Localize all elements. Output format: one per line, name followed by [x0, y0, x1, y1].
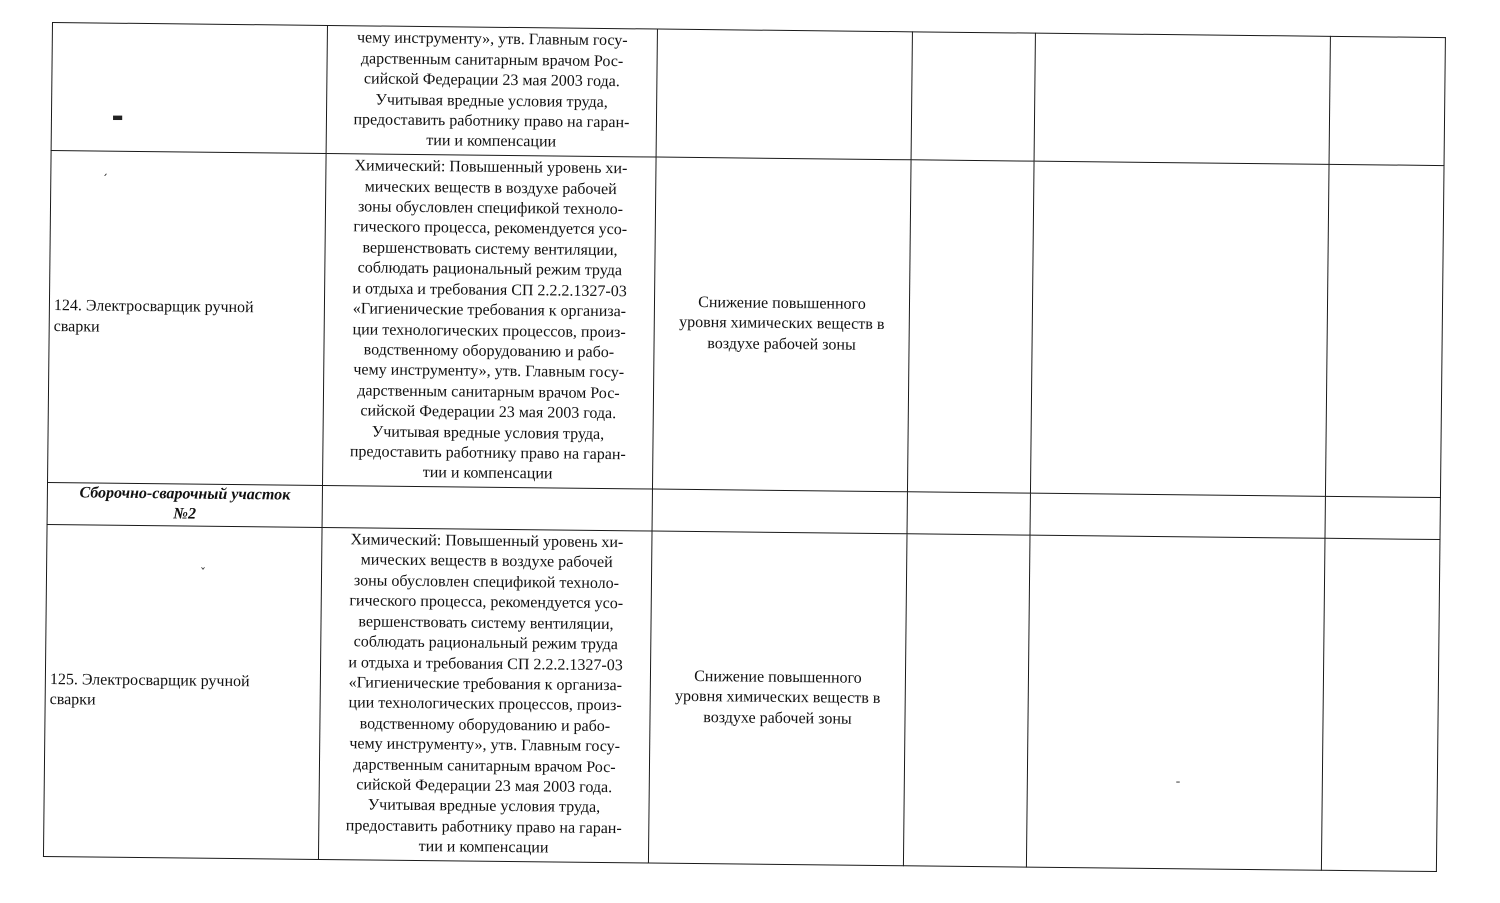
measure-line: Снижение повышенного	[698, 293, 866, 313]
factor-line: вершенствовать систему вентиляции,	[358, 613, 614, 633]
factor-line: Химический: Повышенный уровень хи-	[350, 531, 624, 552]
section-title-line: №2	[173, 505, 197, 523]
table-row	[48, 150, 1445, 497]
measure-cell	[648, 531, 907, 866]
factor-line: гического процесса, рекомендуется усо-	[349, 592, 624, 613]
factor-line: Химический: Повышенный уровень хи-	[354, 157, 628, 178]
empty-cell	[1026, 535, 1325, 870]
factor-line: чему инструменту», утв. Главным госу-	[349, 735, 621, 756]
empty-cell	[907, 160, 1034, 493]
empty-cell	[1329, 36, 1445, 165]
factor-line: дарственным санитарным врачом Рос-	[360, 50, 624, 70]
scan-speck: ˇ	[200, 566, 206, 580]
factor-line: водственному оборудованию и рабо-	[363, 341, 615, 362]
factor-line: ции технологических процессов, произ-	[348, 694, 622, 715]
factor-line: Учитывая вредные условия труда,	[371, 423, 605, 443]
profession-line: сварки	[49, 691, 96, 709]
empty-cell	[1030, 161, 1329, 496]
factor-line: и отдыха и требования СП 2.2.2.1327-03	[352, 279, 627, 300]
factor-line: соблюдать рациональный режим труда	[357, 259, 623, 280]
profession-line: 124. Электросварщик ручной	[53, 297, 254, 317]
factor-line: сийской Федерации 23 мая 2003 года.	[363, 70, 620, 91]
profession-line: 125. Электросварщик ручной	[49, 670, 250, 691]
measure-line: воздухе рабочей зоны	[707, 334, 856, 354]
empty-cell	[911, 32, 1035, 161]
factor-line: Учитывая вредные условия труда,	[367, 796, 601, 817]
factor-line: чему инструменту», утв. Главным госу-	[353, 361, 625, 382]
section-title-line: Сборочно-сварочный участок	[79, 484, 291, 504]
factor-line: сийской Федерации 23 мая 2003 года.	[360, 402, 617, 423]
measure-line: воздухе рабочей зоны	[703, 708, 852, 728]
profession-cell	[48, 150, 327, 485]
empty-cell	[1034, 33, 1330, 164]
section-title	[47, 482, 322, 527]
measure-line: уровня химических веществ в	[674, 687, 881, 708]
factor-line: мических веществ в воздухе рабочей	[364, 178, 617, 198]
factor-line: водственному оборудованию и рабо-	[359, 715, 611, 735]
scan-speck: ˉ	[1175, 780, 1181, 794]
profession-cell	[43, 524, 322, 859]
empty-cell	[907, 492, 1030, 535]
factor-line: «Гигиенические требования к организа-	[352, 300, 627, 321]
factor-line: «Гигиенические требования к организа-	[348, 674, 623, 695]
factor-line: вершенствовать систему вентиляции,	[362, 239, 618, 260]
factor-line: дарственным санитарным врачом Рос-	[357, 382, 620, 402]
factor-line: тии и компенсации	[422, 464, 553, 483]
table-row	[43, 524, 1440, 871]
scan-speck: ▬	[112, 110, 124, 124]
factor-line: предоставить работнику право на гаран-	[349, 443, 626, 464]
measure-cell	[652, 157, 911, 492]
factor-line: ции технологических процессов, произ-	[352, 320, 626, 341]
factor-cell	[326, 25, 657, 157]
factor-line: чему инструменту», утв. Главным госу-	[356, 29, 628, 50]
factor-cell	[323, 153, 657, 489]
profession-cell	[51, 23, 327, 154]
empty-cell	[652, 489, 907, 534]
empty-cell	[1321, 538, 1440, 871]
factor-cell	[318, 527, 652, 863]
scan-speck: ˏ	[102, 162, 108, 176]
factor-line: тии и компенсации	[418, 838, 549, 857]
factor-line: гического процесса, рекомендуется усо-	[353, 218, 628, 239]
empty-cell	[1325, 164, 1444, 497]
empty-cell	[1325, 496, 1440, 539]
factor-line: сийской Федерации 23 мая 2003 года.	[356, 776, 613, 797]
factor-line: мических веществ в воздухе рабочей	[360, 551, 613, 572]
measure-line: Снижение повышенного	[694, 667, 862, 687]
factor-line: предоставить работнику право на гаран-	[345, 816, 622, 837]
empty-cell	[1030, 493, 1325, 538]
measure-line: уровня химических веществ в	[679, 314, 885, 334]
factor-line: зоны обусловлен спецификой техноло-	[357, 198, 624, 219]
profession-line: сварки	[53, 317, 100, 336]
factor-line: и отдыха и требования СП 2.2.2.1327-03	[348, 653, 623, 674]
factor-line: зоны обусловлен спецификой техноло-	[353, 572, 620, 593]
measures-table	[43, 22, 1446, 872]
factor-line: Учитывая вредные условия труда,	[375, 91, 608, 111]
factor-line: предоставить работнику право на гаран-	[353, 111, 630, 132]
empty-cell	[322, 485, 652, 530]
factor-line: тии и компенсации	[426, 132, 557, 151]
empty-cell	[903, 534, 1030, 867]
factor-line: дарственным санитарным врачом Рос-	[353, 755, 616, 776]
measure-cell	[656, 29, 912, 160]
factor-line: соблюдать рациональный режим труда	[353, 633, 619, 654]
table-row	[51, 23, 1445, 166]
